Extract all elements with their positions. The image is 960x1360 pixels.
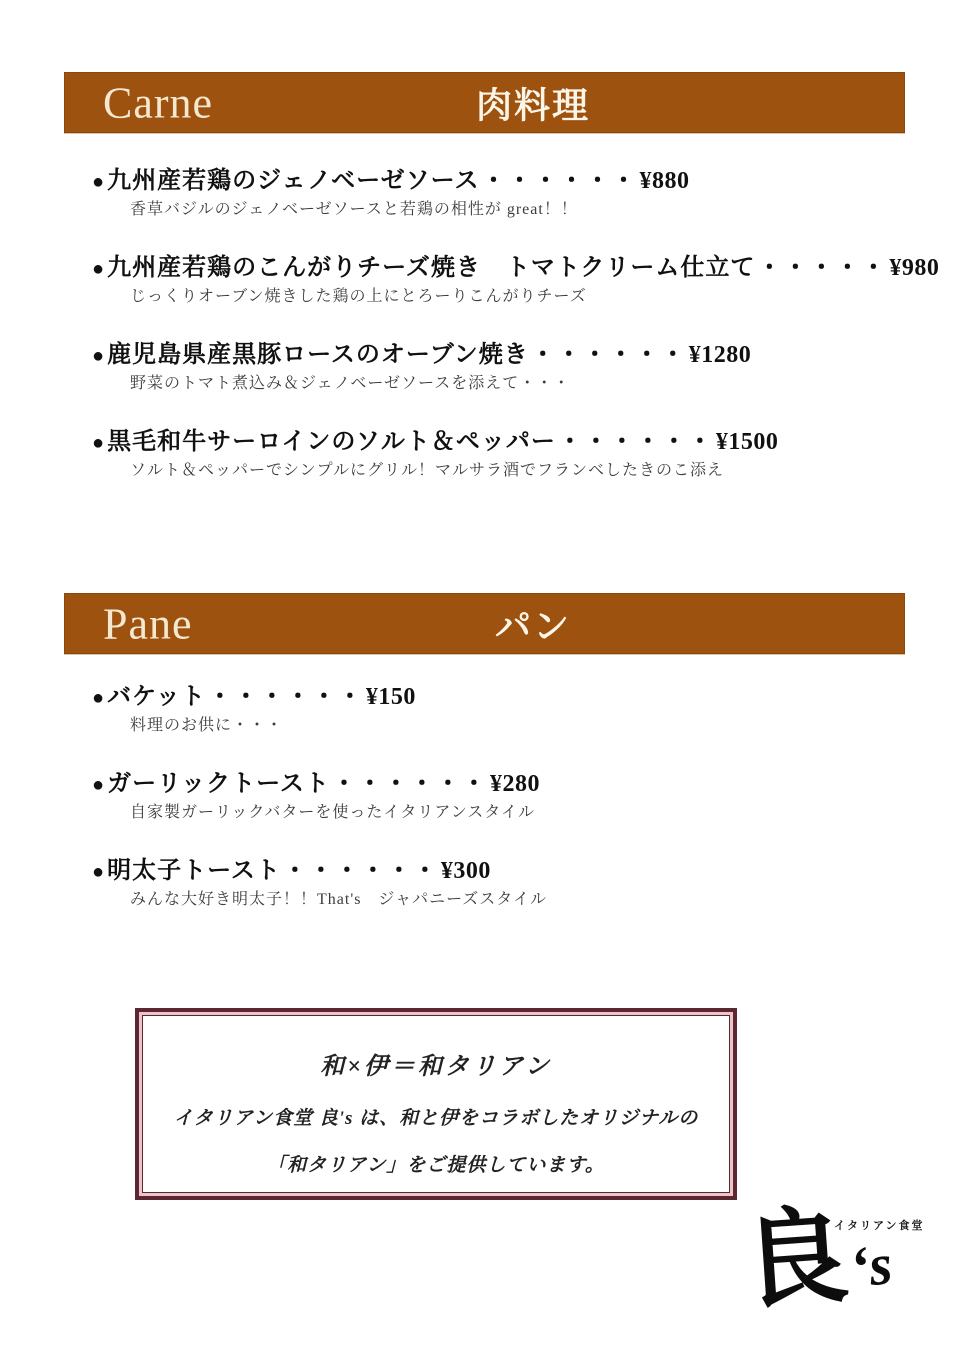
item-name: ガーリックトースト: [107, 771, 330, 797]
item-title: [92, 682, 902, 713]
restaurant-logo: [740, 1195, 955, 1350]
menu-item: [92, 682, 902, 737]
section-title-latin: Pane: [103, 599, 193, 648]
item-name: バケット: [107, 684, 206, 710]
item-price: ¥1500: [715, 429, 779, 455]
concept-box: [135, 1008, 737, 1200]
bullet-icon: ●: [92, 258, 106, 280]
item-price: ¥150: [365, 684, 416, 710]
item-title: [92, 427, 902, 458]
menu-item: [92, 427, 902, 482]
bullet-icon: ●: [92, 345, 106, 367]
menu-item: [92, 340, 902, 395]
item-price: ¥280: [489, 771, 540, 797]
bullet-icon: ●: [92, 687, 106, 709]
dot-leader: ・・・・・・: [282, 858, 439, 884]
menu-item: [92, 253, 940, 308]
dot-leader: ・・・・・・: [331, 771, 488, 797]
menu-item: [92, 166, 902, 221]
logo-kanji: 良: [738, 1197, 852, 1322]
item-price: ¥1280: [688, 342, 752, 368]
logo-apostrophe-s: ‘s: [846, 1230, 896, 1301]
item-description: 香草バジルのジェノベーゼソースと若鶏の相性が great！！: [130, 201, 578, 218]
item-title: [92, 166, 902, 197]
section-title-japanese: 肉料理: [475, 85, 590, 125]
dot-leader: ・・・・・・: [207, 684, 364, 710]
bullet-icon: ●: [92, 774, 106, 796]
pane-item-list: [92, 682, 902, 943]
item-name: 九州産若鶏のジェノベーゼソース: [107, 168, 480, 194]
concept-box-inner: [142, 1015, 730, 1193]
section-title-latin: Carne: [103, 78, 214, 127]
item-price: ¥880: [639, 168, 690, 194]
concept-title: 和×伊＝和タリアン: [320, 1054, 552, 1080]
item-price: ¥980: [889, 255, 940, 281]
item-description: みんな大好き明太子！！That's ジャパニーズスタイル: [130, 891, 547, 908]
logo-tagline: イタリアン食堂: [834, 1220, 925, 1232]
item-name: 九州産若鶏のこんがりチーズ焼き トマトクリーム仕立て: [107, 255, 756, 281]
carne-item-list: [92, 166, 940, 514]
section-header-carne: [64, 72, 905, 133]
item-title: [92, 253, 940, 284]
item-description: 自家製ガーリックバターを使ったイタリアンスタイル: [130, 804, 535, 821]
item-title: [92, 856, 902, 887]
item-title: [92, 769, 902, 800]
item-title: [92, 340, 902, 371]
item-description: ソルト＆ペッパーでシンプルにグリル！マルサラ酒でフランベしたきのこ添え: [130, 462, 724, 479]
dot-leader: ・・・・・・: [557, 429, 714, 455]
item-description: 野菜のトマト煮込み＆ジェノベーゼソースを添えて・・・: [130, 375, 571, 392]
concept-line-1: イタリアン食堂 良's は、和と伊をコラボしたオリジナルの: [173, 1108, 699, 1129]
section-title-japanese: パン: [494, 606, 571, 646]
item-name: 黒毛和牛サーロインのソルト＆ペッパー: [107, 429, 556, 455]
bullet-icon: ●: [92, 171, 106, 193]
menu-item: [92, 769, 902, 824]
menu-item: [92, 856, 902, 911]
dot-leader: ・・・・・: [757, 255, 888, 281]
item-name: 明太子トースト: [107, 858, 281, 884]
dot-leader: ・・・・・・: [481, 168, 638, 194]
item-name: 鹿児島県産黒豚ロースのオーブン焼き: [107, 342, 529, 368]
item-description: じっくりオーブン焼きした鶏の上にとろーりこんがりチーズ: [130, 288, 587, 305]
concept-line-2: 「和タリアン」をご提供しています。: [267, 1155, 605, 1176]
dot-leader: ・・・・・・: [530, 342, 687, 368]
item-price: ¥300: [440, 858, 491, 884]
item-description: 料理のお供に・・・: [130, 717, 284, 734]
bullet-icon: ●: [92, 432, 106, 454]
bullet-icon: ●: [92, 861, 106, 883]
section-header-pane: [64, 593, 905, 654]
